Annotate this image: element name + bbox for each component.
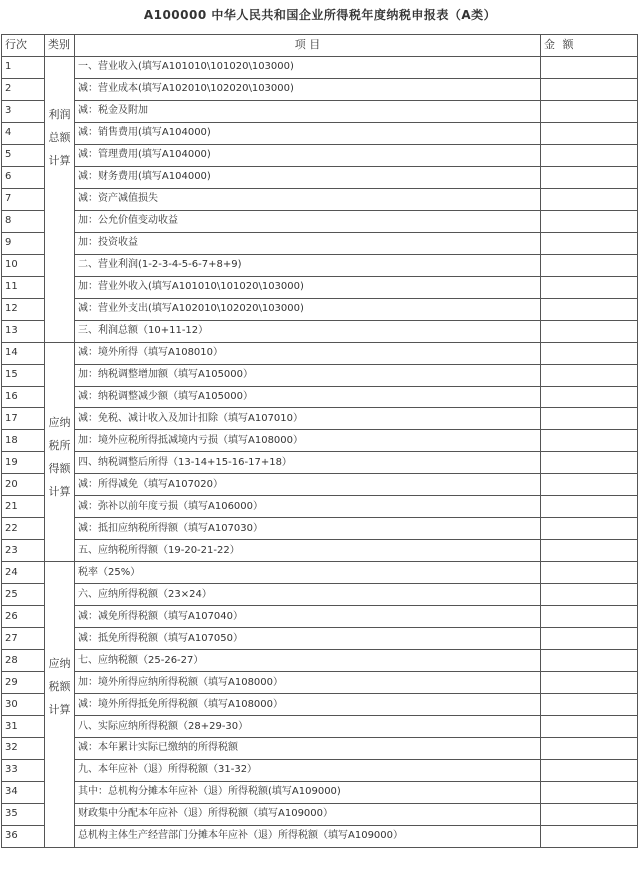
item-description: 九、本年应补（退）所得税额（31-32） <box>75 759 541 781</box>
amount-cell[interactable] <box>541 210 638 232</box>
category-label: 计算 <box>48 153 71 167</box>
line-number: 22 <box>2 518 45 540</box>
category-label: 得额 <box>48 461 71 475</box>
item-description: 减：销售费用(填写A104000) <box>75 122 541 144</box>
category-label: 计算 <box>48 703 71 717</box>
amount-cell[interactable] <box>541 759 638 781</box>
amount-cell[interactable] <box>541 452 638 474</box>
table-row <box>2 188 638 210</box>
line-number: 35 <box>2 803 45 825</box>
item-description: 加：投资收益 <box>75 232 541 254</box>
line-number: 15 <box>2 364 45 386</box>
amount-cell[interactable] <box>541 628 638 650</box>
amount-cell[interactable] <box>541 562 638 584</box>
amount-cell[interactable] <box>541 276 638 298</box>
category-label: 利润 <box>48 107 71 121</box>
item-description: 加：境外应税所得抵减境内亏损（填写A108000） <box>75 430 541 452</box>
item-description: 加：公允价值变动收益 <box>75 210 541 232</box>
item-description: 减：弥补以前年度亏损（填写A106000） <box>75 496 541 518</box>
amount-cell[interactable] <box>541 144 638 166</box>
header-item: 项 目 <box>75 35 541 57</box>
item-description: 总机构主体生产经营部门分摊本年应补（退）所得税额（填写A109000） <box>75 825 541 847</box>
item-description: 税率（25%） <box>75 562 541 584</box>
table-row <box>2 738 638 760</box>
table-row <box>2 584 638 606</box>
table-row <box>2 100 638 122</box>
line-number: 20 <box>2 474 45 496</box>
line-number: 4 <box>2 122 45 144</box>
table-row <box>2 144 638 166</box>
table-row <box>2 759 638 781</box>
item-description: 加：营业外收入(填写A101010\101020\103000) <box>75 276 541 298</box>
table-row <box>2 56 638 78</box>
line-number: 11 <box>2 276 45 298</box>
table-row <box>2 803 638 825</box>
table-row <box>2 232 638 254</box>
item-description: 减：税金及附加 <box>75 100 541 122</box>
line-number: 8 <box>2 210 45 232</box>
table-row <box>2 386 638 408</box>
line-number: 36 <box>2 825 45 847</box>
table-row <box>2 716 638 738</box>
item-description: 减：境外所得抵免所得税额（填写A108000） <box>75 694 541 716</box>
category-label: 应纳 <box>48 657 71 671</box>
amount-cell[interactable] <box>541 716 638 738</box>
amount-cell[interactable] <box>541 408 638 430</box>
table-row <box>2 298 638 320</box>
table-row <box>2 474 638 496</box>
item-description: 减：营业外支出(填写A102010\102020\103000) <box>75 298 541 320</box>
table-row <box>2 650 638 672</box>
line-number: 25 <box>2 584 45 606</box>
table-row <box>2 320 638 342</box>
line-number: 28 <box>2 650 45 672</box>
line-number: 3 <box>2 100 45 122</box>
item-description: 五、应纳税所得额（19-20-21-22） <box>75 540 541 562</box>
line-number: 18 <box>2 430 45 452</box>
table-row <box>2 781 638 803</box>
line-number: 1 <box>2 56 45 78</box>
line-number: 26 <box>2 606 45 628</box>
table-row <box>2 518 638 540</box>
amount-cell[interactable] <box>541 100 638 122</box>
line-number: 10 <box>2 254 45 276</box>
line-number: 6 <box>2 166 45 188</box>
amount-cell[interactable] <box>541 496 638 518</box>
line-number: 29 <box>2 672 45 694</box>
amount-cell[interactable] <box>541 781 638 803</box>
amount-cell[interactable] <box>541 803 638 825</box>
table-row <box>2 825 638 847</box>
amount-cell[interactable] <box>541 122 638 144</box>
header-category: 类别 <box>45 35 75 57</box>
item-description: 减：营业成本(填写A102010\102020\103000) <box>75 78 541 100</box>
table-body <box>2 56 638 847</box>
line-number: 34 <box>2 781 45 803</box>
line-number: 27 <box>2 628 45 650</box>
line-number: 2 <box>2 78 45 100</box>
item-description: 三、利润总额（10+11-12） <box>75 320 541 342</box>
table-row <box>2 276 638 298</box>
line-number: 24 <box>2 562 45 584</box>
item-description: 二、营业利润(1-2-3-4-5-6-7+8+9) <box>75 254 541 276</box>
amount-cell[interactable] <box>541 584 638 606</box>
amount-cell[interactable] <box>541 430 638 452</box>
table-row <box>2 408 638 430</box>
item-description: 减：免税、减计收入及加计扣除（填写A107010） <box>75 408 541 430</box>
amount-cell[interactable] <box>541 825 638 847</box>
table-row <box>2 628 638 650</box>
item-description: 减：财务费用(填写A104000) <box>75 166 541 188</box>
table-row <box>2 254 638 276</box>
category-tax-payable <box>45 562 75 848</box>
amount-cell[interactable] <box>541 232 638 254</box>
line-number: 16 <box>2 386 45 408</box>
table-row <box>2 342 638 364</box>
header-amount: 金 额 <box>541 35 638 57</box>
category-label: 税所 <box>48 438 71 452</box>
category-label: 税额 <box>48 680 71 694</box>
line-number: 23 <box>2 540 45 562</box>
item-description: 减：本年累计实际已缴纳的所得税额 <box>75 738 541 760</box>
item-description: 财政集中分配本年应补（退）所得税额（填写A109000） <box>75 803 541 825</box>
amount-cell[interactable] <box>541 78 638 100</box>
amount-cell[interactable] <box>541 386 638 408</box>
table-row <box>2 540 638 562</box>
line-number: 19 <box>2 452 45 474</box>
amount-cell[interactable] <box>541 606 638 628</box>
amount-cell[interactable] <box>541 342 638 364</box>
line-number: 30 <box>2 694 45 716</box>
category-label: 总额 <box>48 130 71 144</box>
table-row <box>2 430 638 452</box>
category-label: 应纳 <box>48 415 71 429</box>
item-description: 八、实际应纳所得税额（28+29-30） <box>75 716 541 738</box>
category-profit <box>45 56 75 342</box>
category-taxable-income <box>45 342 75 562</box>
item-description: 减：抵免所得税额（填写A107050） <box>75 628 541 650</box>
item-description: 六、应纳所得税额（23×24） <box>75 584 541 606</box>
line-number: 33 <box>2 759 45 781</box>
item-description: 加：境外所得应纳所得税额（填写A108000） <box>75 672 541 694</box>
amount-cell[interactable] <box>541 166 638 188</box>
table-row <box>2 364 638 386</box>
amount-cell[interactable] <box>541 364 638 386</box>
amount-cell[interactable] <box>541 320 638 342</box>
amount-cell[interactable] <box>541 694 638 716</box>
table-header-row <box>2 35 638 57</box>
table-row <box>2 672 638 694</box>
line-number: 5 <box>2 144 45 166</box>
amount-cell[interactable] <box>541 540 638 562</box>
table-row <box>2 694 638 716</box>
table-row <box>2 78 638 100</box>
item-description: 七、应纳税额（25-26-27） <box>75 650 541 672</box>
table-row <box>2 210 638 232</box>
header-line-no: 行次 <box>2 35 45 57</box>
form-title: A100000 中华人民共和国企业所得税年度纳税申报表（A类） <box>143 8 497 22</box>
amount-cell[interactable] <box>541 672 638 694</box>
line-number: 9 <box>2 232 45 254</box>
line-number: 14 <box>2 342 45 364</box>
item-description: 减：抵扣应纳税所得额（填写A107030） <box>75 518 541 540</box>
table-row <box>2 452 638 474</box>
item-description: 减：管理费用(填写A104000) <box>75 144 541 166</box>
item-description: 其中：总机构分摊本年应补（退）所得税额(填写A109000) <box>75 781 541 803</box>
line-number: 17 <box>2 408 45 430</box>
table-row <box>2 562 638 584</box>
table-row <box>2 606 638 628</box>
amount-cell[interactable] <box>541 738 638 760</box>
table-row <box>2 166 638 188</box>
amount-cell[interactable] <box>541 254 638 276</box>
item-description: 减：资产减值损失 <box>75 188 541 210</box>
line-number: 31 <box>2 716 45 738</box>
item-description: 减：纳税调整减少额（填写A105000） <box>75 386 541 408</box>
line-number: 12 <box>2 298 45 320</box>
item-description: 四、纳税调整后所得（13-14+15-16-17+18） <box>75 452 541 474</box>
table-row <box>2 122 638 144</box>
line-number: 21 <box>2 496 45 518</box>
amount-cell[interactable] <box>541 56 638 78</box>
amount-cell[interactable] <box>541 650 638 672</box>
item-description: 减：减免所得税额（填写A107040） <box>75 606 541 628</box>
amount-cell[interactable] <box>541 474 638 496</box>
amount-cell[interactable] <box>541 518 638 540</box>
table-row <box>2 496 638 518</box>
item-description: 减：所得减免（填写A107020） <box>75 474 541 496</box>
line-number: 13 <box>2 320 45 342</box>
tax-return-table <box>1 34 638 848</box>
amount-cell[interactable] <box>541 298 638 320</box>
category-label: 计算 <box>48 484 71 498</box>
item-description: 减：境外所得（填写A108010） <box>75 342 541 364</box>
line-number: 32 <box>2 738 45 760</box>
item-description: 一、营业收入(填写A101010\101020\103000) <box>75 56 541 78</box>
line-number: 7 <box>2 188 45 210</box>
item-description: 加：纳税调整增加额（填写A105000） <box>75 364 541 386</box>
amount-cell[interactable] <box>541 188 638 210</box>
